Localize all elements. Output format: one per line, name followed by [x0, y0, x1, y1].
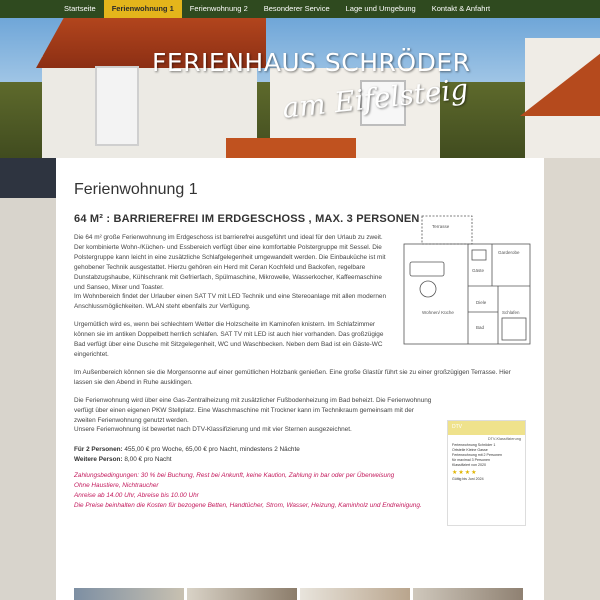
main-nav — [0, 0, 600, 18]
terms-line: Zahlungsbedingungen: 30 % bei Buchung, Rest bei Ankunft, keine Kaution, Zahlung in bar oder per Überweisung — [74, 472, 395, 480]
dtv-badge-line: Ferienwohnung Schröder 1 — [452, 443, 496, 447]
nav-item-lage-und-umgebung[interactable]: Lage und Umgebung — [345, 4, 416, 13]
price-label: Für 2 Personen: — [74, 446, 123, 454]
floorplan-sofa — [410, 262, 444, 276]
dtv-badge-line: Klassifiziert von 2020 — [452, 463, 486, 467]
description-paragraph — [74, 396, 434, 436]
dtv-badge-header: DTV — [448, 421, 525, 435]
description-text: Die 64 m² große Ferienwohnung im Erdgeschoss ist barrierefrei ausgeführt und ideal für den Urlaub zu zweit. Der kombinierte Wohn-/Küchen- und Essbereich verfügt über eine komfortable Polstergruppe mit Sessel. Die Polstergruppe kann leicht in eine zusätzliche Schlafgelegenheit umgewandelt werden. Die Einbauküche ist mit gehobener Technik ausgestattet. Hierzu gehören ein Herd mit Ceran Kochfeld und Backofen, regelbare Dunstabzugshaube, Kühlschrank mit Gefrierfach, Spülmaschine, Mikrowelle, Wasserkocher, Kaffeemaschine und Sanseo, Mixer und Toaster. — [74, 234, 386, 291]
gallery-thumbnail[interactable] — [187, 588, 297, 600]
floorplan-image[interactable] — [402, 214, 532, 348]
floorplan-table — [420, 281, 436, 297]
page-subtitle: 64 M² : BARRIEREFREI IM ERDGESCHOSS , MAX. 3 PERSONEN — [74, 213, 420, 225]
floorplan-label: Gäste — [472, 268, 485, 273]
dtv-badge-line: Ferienwohnung mit 2 Personen — [452, 453, 502, 457]
backdrop-roof — [0, 158, 56, 198]
description-paragraph: Urgemütlich wird es, wenn bei schlechtem Wetter die Holzscheite im Kaminofen knistern. Im Schlafzimmer können sie im antiken Doppelbett herrlich schlafen. SAT TV mit LED ist auch hier vorhanden. Das großzügige Bad verfügt über eine Dusche mit Sitzgelegenheit, WC und Waschbecken. Neben dem Bad ist ein Gäste-WC eingerichtet. — [74, 321, 384, 358]
photo-gallery — [74, 588, 523, 600]
dtv-badge-line: Ortsteile Kleine Gasse — [452, 448, 488, 452]
description-text: Die Ferienwohnung wird über eine Gas-Zentralheizung mit zusätzlicher Fußbodenheizung im Bad beheizt. Die Ferienwohnung verfügt über einen eigenen PKW Stellplatz. Eine Waschmaschine mit Trockner kann im Technikraum gemeinsam mit der zweiten Ferienwohnung genutzt werden. — [74, 396, 432, 424]
floorplan-terrace — [422, 216, 472, 244]
description-paragraph: Im Außenbereich können sie die Morgensonne auf einer gemütlichen Holzbank genießen. Eine große Glastür führt sie zu einer großzügigen Terrasse. Hier lassen sie den Abend in Ruhe ausklingen. — [74, 368, 511, 386]
nav-item-ferienwohnung-1[interactable]: Ferienwohnung 1 — [104, 0, 182, 18]
terms-line: Die Preise beinhalten die Kosten für bezogene Betten, Handtücher, Strom, Wasser, Heizung, Kaminholz und Endreinigung. — [74, 502, 422, 510]
site-tagline: am Eifelsteig — [280, 72, 470, 125]
nav-item-kontakt-anfahrt[interactable]: Kontakt & Anfahrt — [431, 4, 491, 13]
main-content — [56, 158, 544, 600]
star-rating-icon: ★★★★ — [452, 470, 478, 476]
floorplan-label: Garderobe — [498, 250, 520, 255]
description-paragraph — [74, 233, 390, 312]
floorplan-label: Terrasse — [432, 224, 450, 229]
terms-line: Ohne Haustiere, Nichtraucher — [74, 482, 159, 490]
nav-item-startseite[interactable]: Startseite — [64, 4, 96, 13]
dtv-certificate[interactable] — [447, 420, 526, 526]
price-value: 455,00 € pro Woche, 65,00 € pro Nacht, mindestens 2 Nächte — [122, 446, 300, 454]
hero-banner — [0, 18, 600, 158]
dtv-badge-footer: Gültig bis Juni 2024 — [452, 477, 484, 481]
price-value: 8,00 € pro Nacht — [122, 456, 172, 464]
price-label: Weitere Person: — [74, 456, 123, 464]
nav-item-ferienwohnung-2[interactable]: Ferienwohnung 2 — [189, 4, 248, 13]
nav-item-besonderer-service[interactable]: Besonderer Service — [263, 4, 330, 13]
gallery-thumbnail[interactable] — [413, 588, 523, 600]
hero-roof-middle — [226, 138, 356, 158]
dtv-badge-line: für maximal 3 Personen — [452, 458, 490, 462]
gallery-thumbnail[interactable] — [74, 588, 184, 600]
floorplan-label: Wohnen/ Küche — [422, 310, 454, 315]
hero-window — [95, 66, 139, 146]
site-title: FERIENHAUS SCHRÖDER — [152, 48, 471, 77]
page-title: Ferienwohnung 1 — [74, 181, 198, 198]
floorplan-bed — [502, 318, 526, 340]
floorplan-label: Diele — [476, 300, 487, 305]
dtv-badge-subtitle: DTV-Klassifizierung — [487, 437, 521, 441]
gallery-thumbnail[interactable] — [300, 588, 410, 600]
description-text: Im Wohnbereich findet der Urlauber einen SAT TV mit LED Technik und eine Stereoanlage mit allen modernen Anschlussmöglichkeiten. WLAN steht ebenfalls zur Verfügung. — [74, 293, 387, 311]
floorplan-label: Schlafen — [502, 310, 520, 315]
backdrop-right — [544, 158, 600, 600]
terms-line: Anreise ab 14.00 Uhr, Abreise bis 10.00 Uhr — [74, 492, 199, 500]
floorplan-outline — [404, 244, 530, 344]
floorplan-wc — [472, 250, 486, 260]
description-text: Unsere Ferienwohnung ist bewertet nach DTV-Klassifizierung und mit vier Sternen ausgezeichnet. — [74, 426, 352, 434]
backdrop-left — [0, 158, 56, 600]
floorplan-label: Bad — [476, 325, 485, 330]
